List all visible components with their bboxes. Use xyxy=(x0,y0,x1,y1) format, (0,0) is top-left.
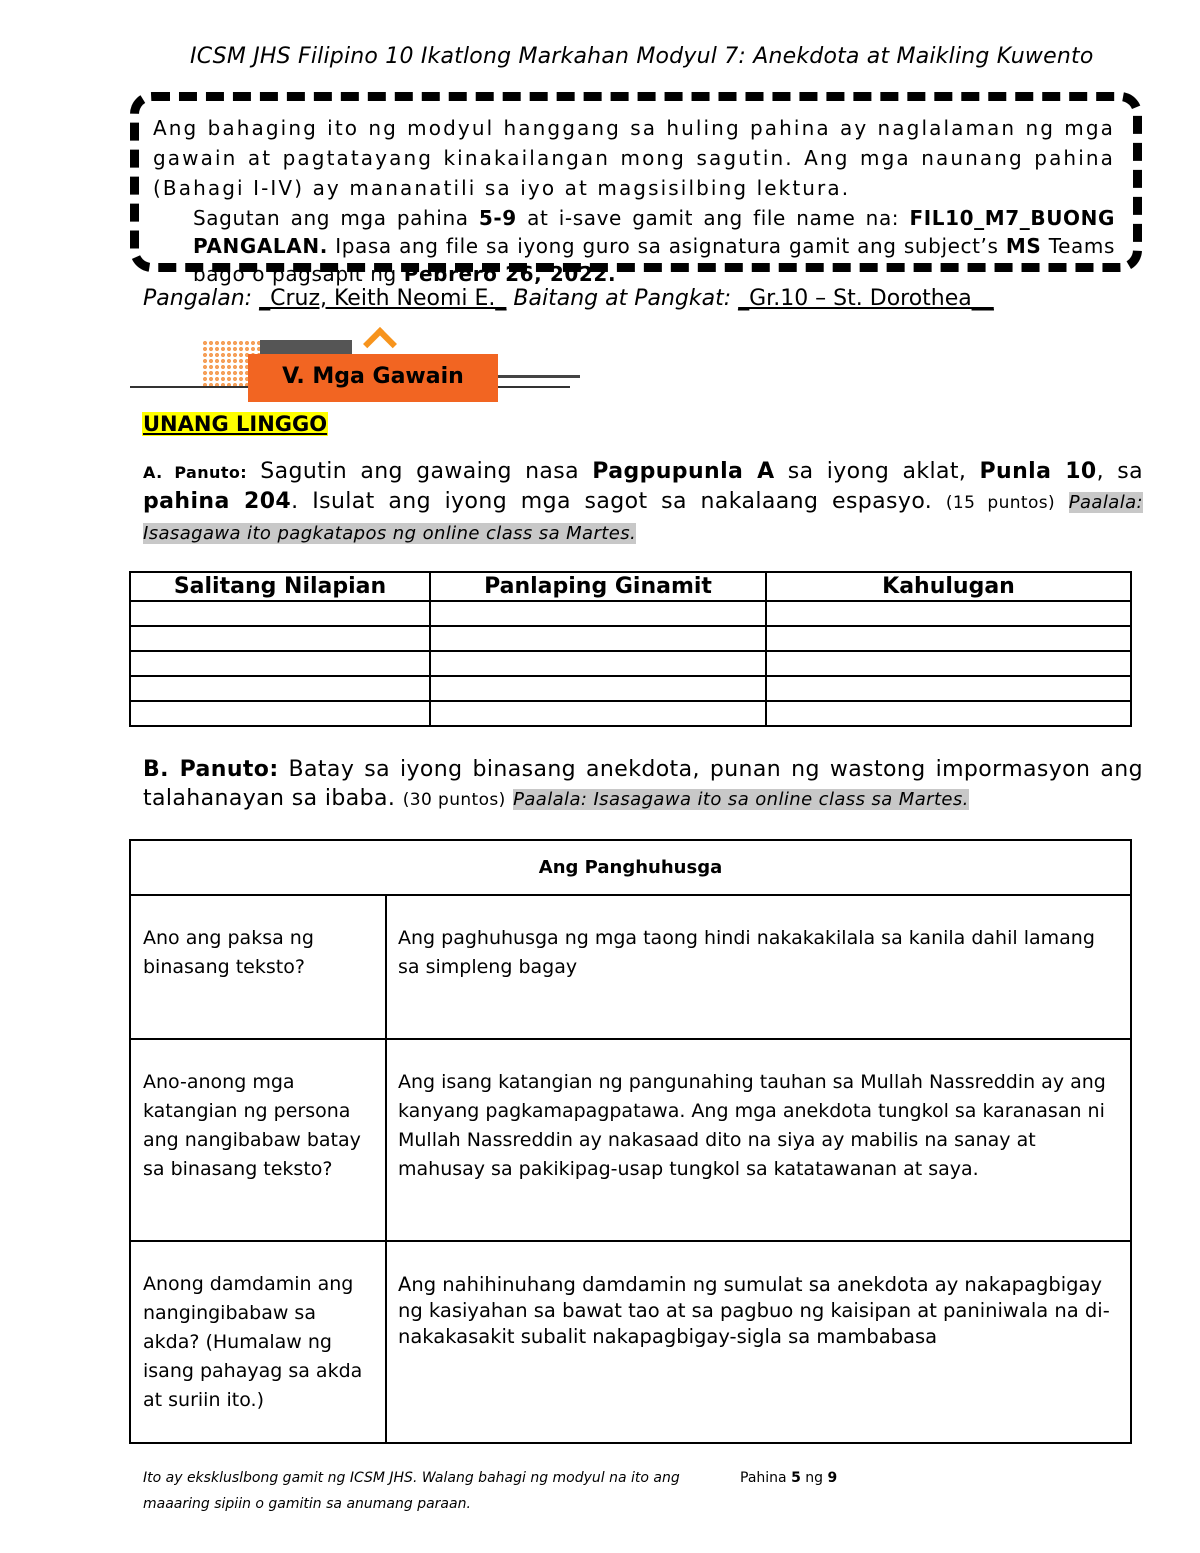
answer-cell[interactable] xyxy=(766,601,1131,626)
part-a-points: (15 puntos) xyxy=(945,493,1056,513)
part-a-letter: A. Panuto: xyxy=(143,463,248,482)
notice-box xyxy=(130,92,1142,286)
footer-note xyxy=(143,1465,680,1517)
notice-text: Ang bahaging ito ng modyul hanggang sa huling pahina ay naglalaman ng mga gawain at pagtatayang kinakailangan mong sagutin. Ang mga naunang pahina (Bahagi I-IV) ay mananatili sa iyo at magsisilbing lektura. xyxy=(153,116,1115,200)
header-salitang-nilapian: Salitang Nilapian xyxy=(130,572,430,601)
page-header-title: ICSM JHS Filipino 10 Ikatlong Markahan Modyul 7: Anekdota at Maikling Kuwento xyxy=(190,44,1094,69)
footer-note-line-2: maaaring sipiin o gamitin sa anumang paraan. xyxy=(143,1496,471,1512)
answer-cell[interactable]: Ang nahihinuhang damdamin ng sumulat sa anekdota ay nakapagbigay ng kasiyahan sa bawat tao at sa pagbuo ng kaisipan at paniniwala na di-nakakasakit subalit nakapagbigay-sigla sa mambabasa xyxy=(386,1241,1131,1443)
part-a-text-2: sa iyong aklat, xyxy=(787,459,967,484)
instr-part-4: Teams bago o pagsapit ng xyxy=(193,234,1115,286)
table-row xyxy=(130,651,1131,676)
page-current: 5 xyxy=(791,1470,801,1486)
analysis-table-title: Ang Panghuhusga xyxy=(130,840,1131,895)
answer-cell[interactable]: Ang isang katangian ng pangunahing tauhan sa Mullah Nassreddin ay ang kanyang pagkamapagpatawa. Ang mga anekdota tungkol sa karanasan ni Mullah Nassreddin ay nakasaad dito na siya ay mabilis na sanay at mahusay sa pakikipag-usap tungkol sa katatawanan at saya. xyxy=(386,1039,1131,1241)
footer-note-line-1: Ito ay ekskluslbong gamit ng ICSM JHS. Walang bahagi ng modyul na ito ang xyxy=(143,1470,680,1486)
question-cell: Ano-anong mga katangian ng persona ang nangibabaw batay sa binasang teksto? xyxy=(130,1039,386,1241)
affix-table-header xyxy=(130,572,1131,601)
answer-cell[interactable] xyxy=(430,701,766,726)
part-a-reminder: Paalala: Isasagawa ito pagkatapos ng online class sa Martes. xyxy=(143,492,1143,544)
instr-ms: MS xyxy=(1005,234,1042,258)
table-row xyxy=(130,601,1131,626)
answer-cell[interactable] xyxy=(130,676,430,701)
answer-cell[interactable] xyxy=(130,651,430,676)
page-number xyxy=(740,1465,837,1491)
answer-cell[interactable] xyxy=(766,676,1131,701)
table-row xyxy=(130,701,1131,726)
answer-cell[interactable] xyxy=(430,626,766,651)
answer-cell[interactable] xyxy=(766,651,1131,676)
part-b-reminder: Paalala: Isasagawa ito sa online class sa Martes. xyxy=(513,789,969,810)
part-b-text: Batay sa iyong binasang anekdota, punan ng wastong impormasyon ang talahanayan sa ibaba. xyxy=(143,757,1143,811)
instr-pages: 5-9 xyxy=(478,206,517,230)
page-label: Pahina xyxy=(740,1470,787,1486)
part-b-letter: B. Panuto: xyxy=(143,757,279,782)
analysis-table xyxy=(129,839,1132,1444)
name-value: _Cruz, Keith Neomi E._ xyxy=(259,286,507,311)
table-row xyxy=(130,895,1131,1039)
instr-filename: FIL10_M7_BUONG PANGALAN. xyxy=(193,206,1115,258)
instr-part-3: Ipasa ang file sa iyong guro sa asignatura gamit ang subject’s xyxy=(335,234,999,258)
student-info-line xyxy=(143,286,994,311)
part-a-instructions xyxy=(143,457,1143,548)
table-row xyxy=(130,626,1131,651)
section-banner-title: V. Mga Gawain xyxy=(248,354,498,402)
answer-cell[interactable] xyxy=(130,601,430,626)
part-a-page: pahina 204 xyxy=(143,489,292,514)
page-of: ng xyxy=(805,1470,824,1486)
table-row xyxy=(130,1241,1131,1443)
header-panlaping-ginamit: Panlaping Ginamit xyxy=(430,572,766,601)
instr-part-2: at i-save gamit ang file name na: xyxy=(527,206,900,230)
part-a-book-part: Pagpupunla A xyxy=(592,459,775,484)
answer-cell[interactable] xyxy=(430,676,766,701)
instr-date: Pebrero 26, 2022. xyxy=(403,262,617,286)
answer-cell[interactable] xyxy=(430,651,766,676)
page-total: 9 xyxy=(827,1470,838,1486)
question-cell: Anong damdamin ang nangingibabaw sa akda? (Humalaw ng isang pahayag sa akda at suriin ito.) xyxy=(130,1241,386,1443)
grade-value: _Gr.10 – St. Dorothea__ xyxy=(738,286,994,311)
answer-cell[interactable]: Ang paghuhusga ng mga taong hindi nakakakilala sa kanila dahil lamang sa simpleng bagay xyxy=(386,895,1131,1039)
answer-cell[interactable] xyxy=(130,701,430,726)
answer-cell[interactable] xyxy=(766,626,1131,651)
answer-cell[interactable] xyxy=(430,601,766,626)
answer-cell[interactable] xyxy=(130,626,430,651)
table-row xyxy=(130,676,1131,701)
name-label: Pangalan: xyxy=(143,286,253,311)
analysis-table-header xyxy=(130,840,1131,895)
header-kahulugan: Kahulugan xyxy=(766,572,1131,601)
week-heading: UNANG LINGGO xyxy=(143,412,328,436)
table-row xyxy=(130,1039,1131,1241)
affix-table xyxy=(129,571,1132,727)
part-b-points: (30 puntos) xyxy=(402,790,506,810)
grade-label: Baitang at Pangkat: xyxy=(513,286,732,311)
part-a-text-1: Sagutin ang gawaing nasa xyxy=(260,459,580,484)
question-cell: Ano ang paksa ng binasang teksto? xyxy=(130,895,386,1039)
notice-instructions xyxy=(193,204,1115,288)
part-a-text-4: . Isulat ang iyong mga sagot sa nakalaang espasyo. xyxy=(291,489,933,514)
instr-part-1: Sagutan ang mga pahina xyxy=(193,206,469,230)
part-a-book: Punla 10 xyxy=(979,459,1097,484)
answer-cell[interactable] xyxy=(766,701,1131,726)
section-banner xyxy=(130,328,600,408)
part-a-text-3: , sa xyxy=(1096,459,1143,484)
part-b-instructions xyxy=(143,755,1143,815)
